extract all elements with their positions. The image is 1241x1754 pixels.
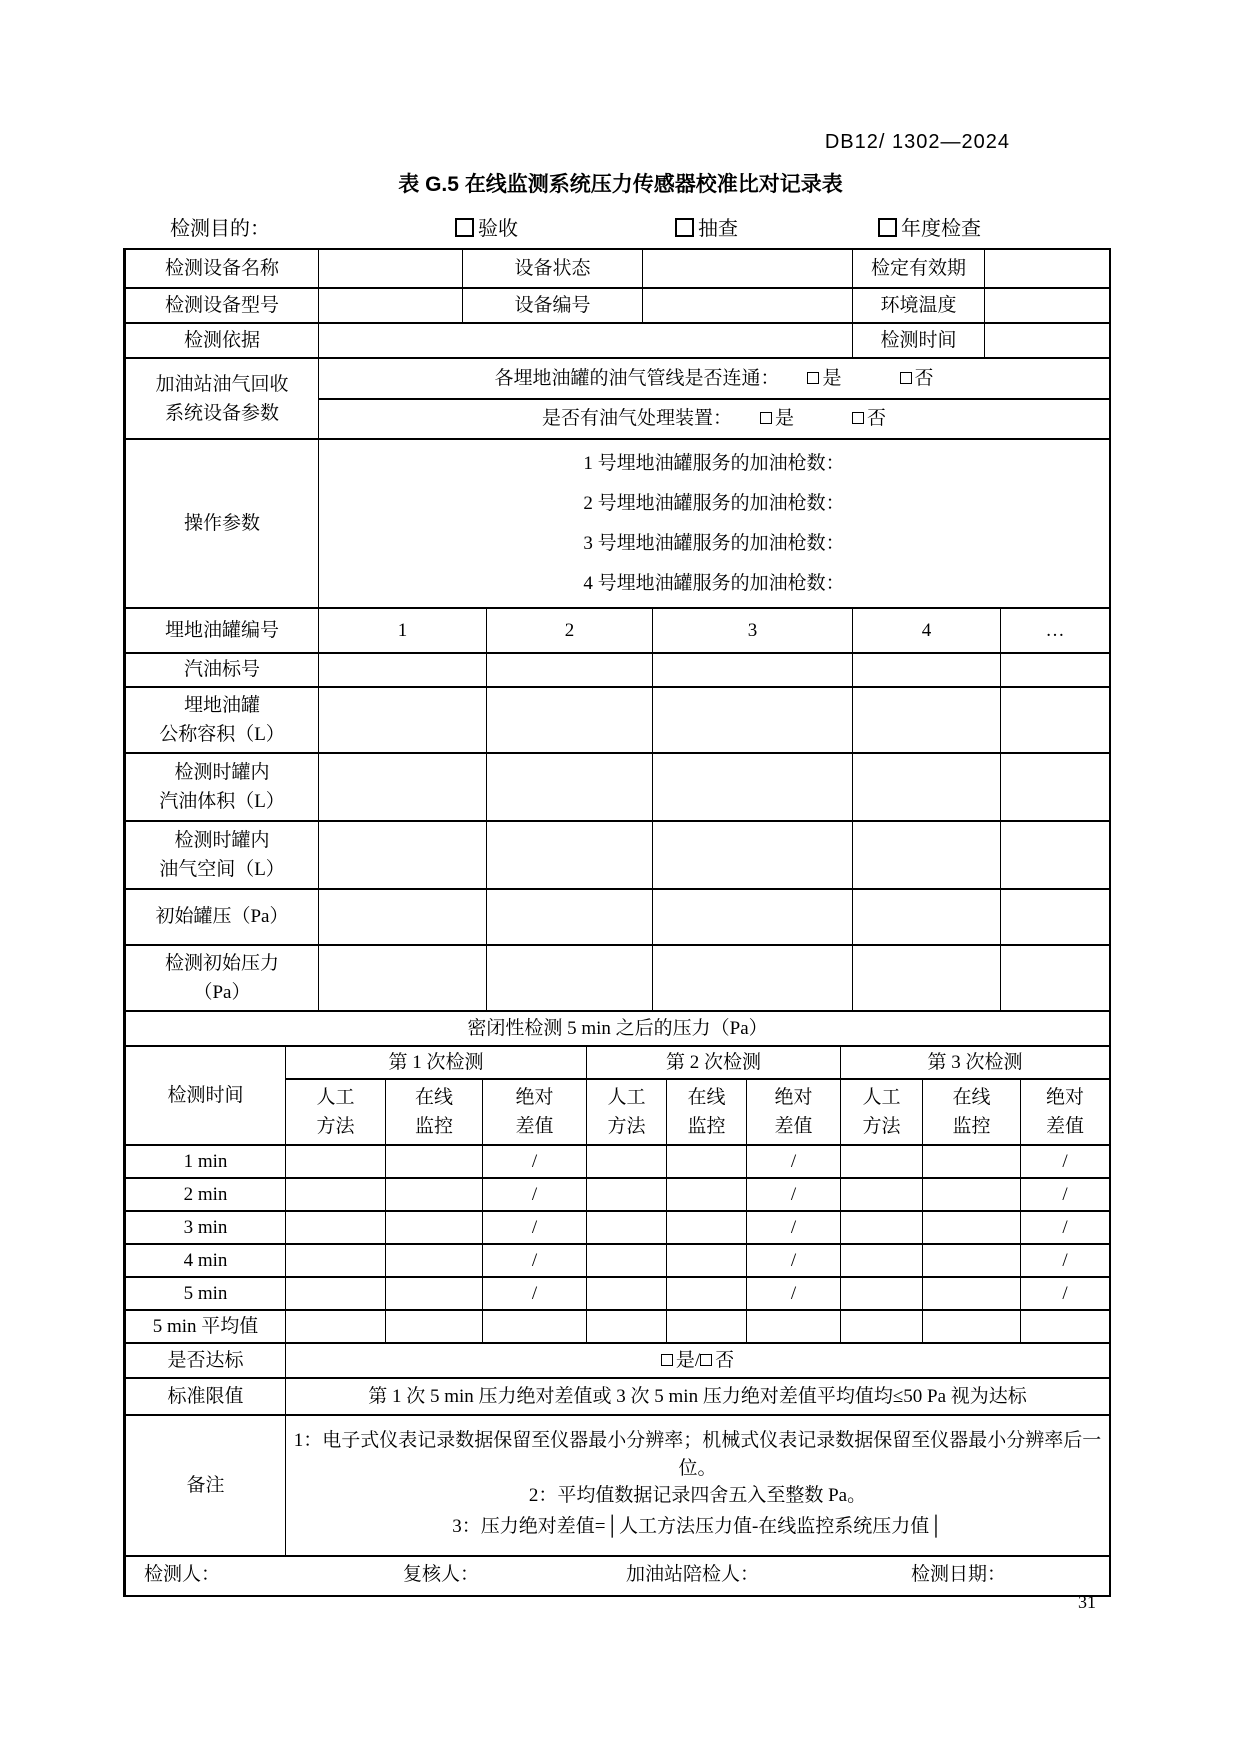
label-line: 在线 — [414, 1087, 453, 1108]
subheader-manual — [587, 1079, 667, 1145]
blank-cell — [923, 1145, 1021, 1178]
tank-id-value: 3 — [653, 609, 853, 653]
group-header-test3: 第 3 次检测 — [841, 1047, 1110, 1079]
slash-cell: / — [747, 1145, 841, 1178]
group-header-test2: 第 2 次检测 — [587, 1047, 841, 1079]
limit-section — [125, 1379, 1110, 1416]
remark-line: 2：平均值数据记录四舍五入至整数 Pa。 — [528, 1485, 867, 1507]
slash-cell: / — [1021, 1244, 1110, 1277]
blank-cell — [386, 1244, 483, 1277]
label-line: 在线 — [952, 1087, 991, 1108]
subheader-absdiff — [1021, 1079, 1110, 1145]
subheader-absdiff — [747, 1079, 841, 1145]
tester-label: 检测人： — [144, 1564, 221, 1585]
page-number: 31 — [1078, 1592, 1096, 1612]
blank-cell — [286, 1244, 386, 1277]
blank-cell — [667, 1244, 747, 1277]
label-test-time: 检测时间 — [853, 323, 985, 358]
checkbox-icon — [878, 218, 897, 237]
separator: / — [694, 1349, 701, 1371]
blank-cell — [319, 323, 853, 358]
no-label: 否 — [914, 367, 934, 389]
row-label-2min: 2 min — [126, 1178, 286, 1211]
blank-cell — [483, 1310, 587, 1343]
reviewer-label: 复核人： — [403, 1564, 480, 1585]
blank-cell — [487, 753, 653, 821]
slash-cell: / — [483, 1145, 587, 1178]
label-ambient-temperature: 环境温度 — [853, 288, 985, 323]
blank-cell — [286, 1145, 386, 1178]
label-line: 方法 — [607, 1116, 646, 1137]
compliance-section — [125, 1344, 1110, 1379]
label-line: （Pa） — [193, 982, 251, 1003]
label-initial-tank-pressure: 初始罐压（Pa） — [126, 889, 319, 945]
tank-section — [125, 609, 1110, 1012]
label-device-name: 检测设备名称 — [126, 250, 319, 288]
slash-cell: / — [483, 1244, 587, 1277]
checkbox-icon — [852, 412, 864, 424]
blank-cell — [653, 653, 853, 687]
label-line: 人工 — [862, 1087, 901, 1108]
slash-cell: / — [483, 1178, 587, 1211]
blank-cell — [923, 1277, 1021, 1310]
label-tank-id: 埋地油罐编号 — [126, 609, 319, 653]
blank-cell — [853, 821, 1001, 889]
seal-test-header: 密闭性检测 5 min 之后的压力（Pa） — [126, 1012, 1110, 1046]
blank-cell — [853, 653, 1001, 687]
label-line: 检测时罐内 — [174, 830, 270, 851]
slash-cell: / — [1021, 1145, 1110, 1178]
label-remark: 备注 — [126, 1416, 286, 1556]
gun-count-line: 2 号埋地油罐服务的加油枪数： — [583, 492, 845, 514]
label-device-model: 检测设备型号 — [126, 288, 319, 323]
label-gasoline-grade: 汽油标号 — [126, 653, 319, 687]
blank-cell — [653, 945, 853, 1011]
blank-cell — [319, 250, 463, 288]
label-line: 监控 — [952, 1116, 991, 1137]
checkbox-icon — [675, 218, 694, 237]
label-nominal-volume — [126, 687, 319, 753]
blank-cell — [923, 1211, 1021, 1244]
blank-cell — [1001, 753, 1110, 821]
yes-label: 是 — [675, 1349, 695, 1371]
label-recovery-params — [126, 359, 319, 439]
label-line: 埋地油罐 — [183, 695, 260, 716]
label-verification-validity: 检定有效期 — [853, 250, 985, 288]
checkbox-icon — [700, 1354, 712, 1366]
label-compliance: 是否达标 — [126, 1344, 286, 1378]
question-pipelines-connected — [319, 359, 1110, 399]
tank-id-value: … — [1001, 609, 1110, 653]
label-line: 方法 — [316, 1116, 355, 1137]
blank-cell — [667, 1178, 747, 1211]
label-line: 人工 — [607, 1087, 646, 1108]
subheader-online — [923, 1079, 1021, 1145]
option-label: 年度检查 — [901, 218, 981, 240]
label-line: 差值 — [515, 1116, 554, 1137]
blank-cell — [853, 753, 1001, 821]
remark-text — [286, 1416, 1110, 1556]
blank-cell — [667, 1211, 747, 1244]
subheader-manual — [286, 1079, 386, 1145]
purpose-option-annual — [878, 212, 981, 246]
purpose-option-acceptance — [455, 212, 518, 246]
blank-cell — [319, 945, 487, 1011]
label-line: 系统设备参数 — [164, 402, 279, 424]
blank-cell — [923, 1244, 1021, 1277]
checkbox-icon — [900, 372, 912, 384]
slash-cell: / — [483, 1277, 587, 1310]
blank-cell — [587, 1145, 667, 1178]
slash-cell: / — [747, 1211, 841, 1244]
tank-id-value: 1 — [319, 609, 487, 653]
standard-code: DB12/ 1302—2024 — [824, 131, 1010, 153]
blank-cell — [319, 687, 487, 753]
blank-cell — [1021, 1310, 1110, 1343]
tank-id-value: 2 — [487, 609, 653, 653]
blank-cell — [1001, 889, 1110, 945]
blank-cell — [853, 889, 1001, 945]
blank-cell — [643, 250, 853, 288]
blank-cell — [923, 1178, 1021, 1211]
row-label-1min: 1 min — [126, 1145, 286, 1178]
blank-cell — [841, 1244, 923, 1277]
label-line: 绝对 — [774, 1087, 813, 1108]
subheader-online — [386, 1079, 483, 1145]
blank-cell — [587, 1277, 667, 1310]
blank-cell — [587, 1310, 667, 1343]
option-label: 抽查 — [698, 218, 738, 240]
label-gasoline-volume — [126, 753, 319, 821]
label-device-number: 设备编号 — [463, 288, 643, 323]
checkbox-icon — [455, 218, 474, 237]
gun-count-line: 1 号埋地油罐服务的加油枪数： — [583, 452, 845, 474]
blank-cell — [853, 945, 1001, 1011]
blank-cell — [653, 753, 853, 821]
label-line: 公称容积（L） — [159, 724, 285, 745]
blank-cell — [386, 1211, 483, 1244]
blank-cell — [667, 1145, 747, 1178]
slash-cell: / — [1021, 1277, 1110, 1310]
label-device-status: 设备状态 — [463, 250, 643, 288]
blank-cell — [653, 821, 853, 889]
blank-cell — [643, 288, 853, 323]
checkbox-icon — [661, 1354, 673, 1366]
blank-cell — [286, 1310, 386, 1343]
recovery-section — [125, 359, 1110, 440]
blank-cell — [386, 1145, 483, 1178]
label-test-basis: 检测依据 — [126, 323, 319, 358]
label-line: 检测时罐内 — [174, 762, 270, 783]
blank-cell — [841, 1310, 923, 1343]
label-line: 检测初始压力 — [164, 953, 279, 974]
label-operation-params: 操作参数 — [126, 440, 319, 608]
blank-cell — [841, 1178, 923, 1211]
blank-cell — [587, 1244, 667, 1277]
purpose-option-spotcheck — [675, 212, 738, 246]
blank-cell — [1001, 687, 1110, 753]
meta-section — [125, 250, 1110, 359]
compliance-value — [286, 1344, 1110, 1378]
blank-cell — [286, 1211, 386, 1244]
operation-lines — [319, 440, 1110, 608]
slash-cell: / — [747, 1244, 841, 1277]
tank-id-value: 4 — [853, 609, 1001, 653]
blank-cell — [487, 653, 653, 687]
blank-cell — [386, 1178, 483, 1211]
blank-cell — [985, 250, 1110, 288]
blank-cell — [1001, 653, 1110, 687]
yes-label: 是 — [822, 367, 842, 389]
label-line: 汽油体积（L） — [159, 791, 285, 812]
blank-cell — [667, 1310, 747, 1343]
label-standard-limit: 标准限值 — [126, 1379, 286, 1415]
label-line: 监控 — [414, 1116, 453, 1137]
blank-cell — [853, 687, 1001, 753]
blank-cell — [286, 1178, 386, 1211]
blank-cell — [319, 821, 487, 889]
seal-banner — [125, 1012, 1110, 1047]
slash-cell: / — [747, 1277, 841, 1310]
label-line: 方法 — [862, 1116, 901, 1137]
row-label-5min: 5 min — [126, 1277, 286, 1310]
blank-cell — [841, 1277, 923, 1310]
slash-cell: / — [747, 1178, 841, 1211]
blank-cell — [653, 889, 853, 945]
blank-cell — [747, 1310, 841, 1343]
group-header-test1: 第 1 次检测 — [286, 1047, 587, 1079]
blank-cell — [667, 1277, 747, 1310]
blank-cell — [487, 821, 653, 889]
label-line: 差值 — [774, 1116, 813, 1137]
blank-cell — [487, 687, 653, 753]
blank-cell — [587, 1211, 667, 1244]
standard-limit-text: 第 1 次 5 min 压力绝对差值或 3 次 5 min 压力绝对差值平均值均≤50 Pa 视为达标 — [286, 1379, 1110, 1415]
remark-section — [125, 1416, 1110, 1557]
label-line: 差值 — [1046, 1116, 1085, 1137]
row-label-3min: 3 min — [126, 1211, 286, 1244]
purpose-row — [123, 212, 1107, 246]
blank-cell — [319, 753, 487, 821]
remark-line: 3：压力绝对差值=│人工方法压力值-在线监控系统压力值│ — [452, 1516, 943, 1538]
blank-cell — [319, 653, 487, 687]
question-processing-device — [319, 399, 1110, 439]
blank-cell — [587, 1178, 667, 1211]
gun-count-line: 4 号埋地油罐服务的加油枪数： — [583, 572, 845, 594]
row-label-5min-average: 5 min 平均值 — [126, 1310, 286, 1343]
signature-row — [126, 1557, 1110, 1595]
operation-section — [125, 440, 1110, 609]
blank-cell — [923, 1310, 1021, 1343]
label-vapor-space — [126, 821, 319, 889]
question-text: 是否有油气处理装置： — [541, 408, 732, 430]
blank-cell — [1001, 821, 1110, 889]
slash-cell: / — [1021, 1211, 1110, 1244]
blank-cell — [985, 288, 1110, 323]
label-line: 在线 — [687, 1087, 726, 1108]
table-title: 表 G.5 在线监测系统压力传感器校准比对记录表 — [398, 173, 843, 196]
blank-cell — [653, 687, 853, 753]
blank-cell — [985, 323, 1110, 358]
label-initial-test-pressure — [126, 945, 319, 1011]
label-test-time-col: 检测时间 — [126, 1047, 286, 1145]
station-rep-label: 加油站陪检人： — [626, 1564, 760, 1585]
blank-cell — [319, 288, 463, 323]
question-text: 各埋地油罐的油气管线是否连通： — [494, 367, 780, 389]
test-date-label: 检测日期： — [911, 1564, 1007, 1585]
blank-cell — [286, 1277, 386, 1310]
checkbox-icon — [807, 372, 819, 384]
gun-count-line: 3 号埋地油罐服务的加油枪数： — [583, 532, 845, 554]
blank-cell — [841, 1211, 923, 1244]
subheader-online — [667, 1079, 747, 1145]
blank-cell — [487, 889, 653, 945]
record-table — [123, 248, 1111, 1597]
row-label-4min: 4 min — [126, 1244, 286, 1277]
label-line: 绝对 — [515, 1087, 554, 1108]
blank-cell — [841, 1145, 923, 1178]
label-line: 加油站油气回收 — [155, 373, 289, 395]
purpose-label: 检测目的： — [170, 218, 270, 240]
subheader-manual — [841, 1079, 923, 1145]
blank-cell — [1001, 945, 1110, 1011]
signature-section — [125, 1557, 1110, 1595]
blank-cell — [386, 1277, 483, 1310]
label-line: 监控 — [687, 1116, 726, 1137]
no-label: 否 — [715, 1349, 735, 1371]
no-label: 否 — [867, 408, 887, 430]
slash-cell: / — [483, 1211, 587, 1244]
remark-line: 1：电子式仪表记录数据保留至仪器最小分辨率；机械式仪表记录数据保留至仪器最小分辨率后一位。 — [293, 1429, 1102, 1479]
label-line: 人工 — [316, 1087, 355, 1108]
label-line: 绝对 — [1046, 1087, 1085, 1108]
checkbox-icon — [760, 412, 772, 424]
option-label: 验收 — [478, 218, 518, 240]
seal-section — [125, 1047, 1110, 1344]
blank-cell — [487, 945, 653, 1011]
slash-cell: / — [1021, 1178, 1110, 1211]
blank-cell — [386, 1310, 483, 1343]
blank-cell — [319, 889, 487, 945]
subheader-absdiff — [483, 1079, 587, 1145]
label-line: 油气空间（L） — [159, 859, 285, 880]
yes-label: 是 — [774, 408, 794, 430]
